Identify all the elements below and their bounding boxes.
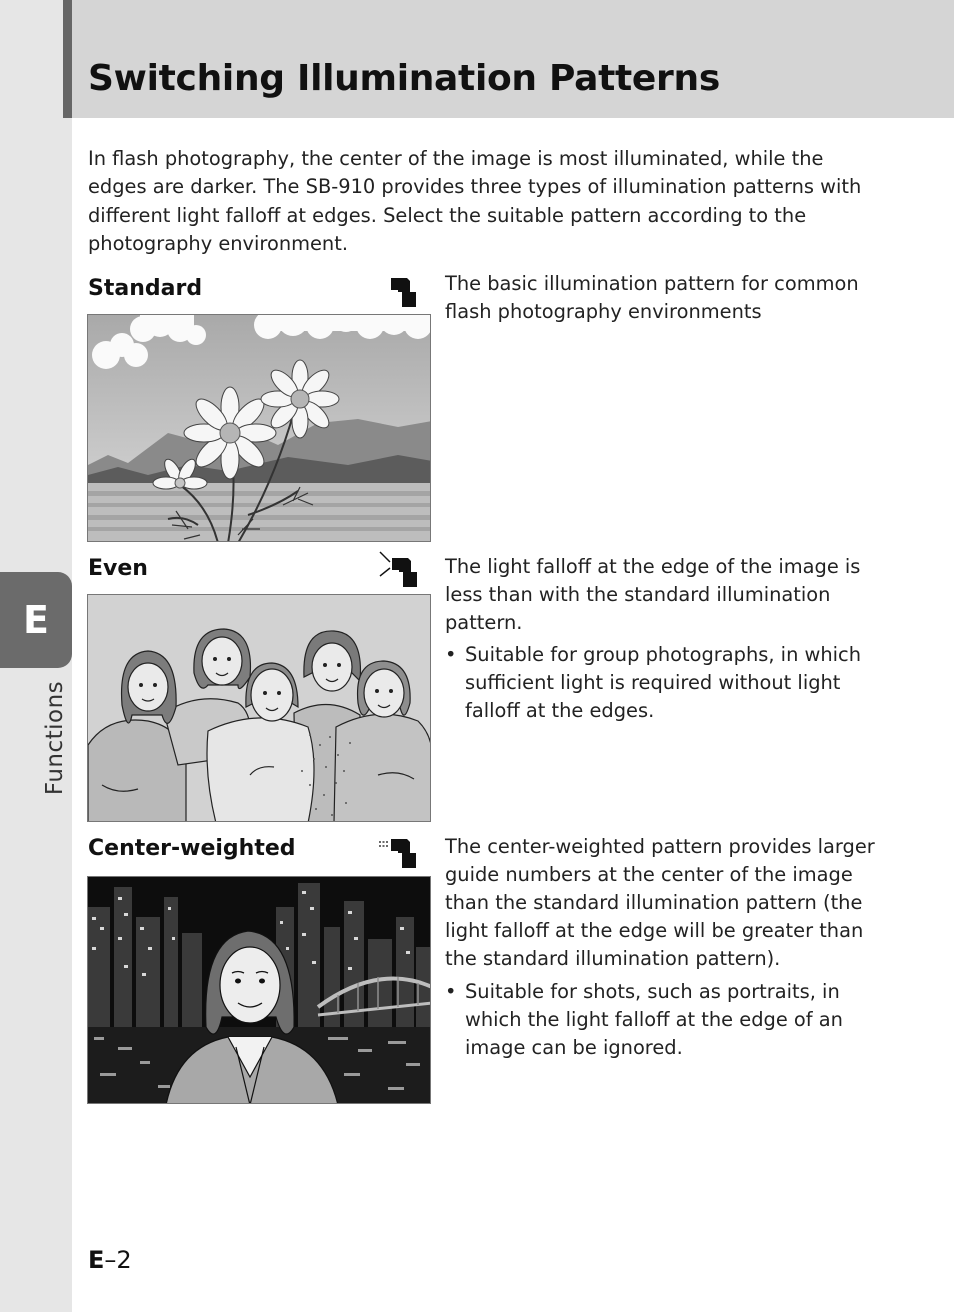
page-number <box>88 1246 132 1274</box>
even-description: The light falloff at the edge of the image is less than with the standard illumination pattern. <box>445 555 861 634</box>
center-weighted-title: Center-weighted <box>88 836 296 861</box>
even-pattern-icon <box>378 550 420 588</box>
bullet-dot: • <box>445 643 457 666</box>
even-title: Even <box>88 556 148 581</box>
standard-description: The basic illumination pattern for common flash photography environments <box>445 272 859 323</box>
standard-title: Standard <box>88 276 203 301</box>
intro-paragraph: In flash photography, the center of the image is most illuminated, while the edges are darker. The SB-910 provides three types of illumination patterns with different light falloff at edges. Select the suitable pattern according to the photography environment. <box>88 147 862 256</box>
section-tab: E <box>0 572 72 668</box>
page-number-rest: –2 <box>104 1246 132 1274</box>
even-bullet-text: Suitable for group photographs, in which sufficient light is required without light falloff at the edges. <box>465 643 862 722</box>
center-weighted-pattern-icon <box>378 838 420 870</box>
section-label: Functions <box>42 680 68 796</box>
page-title: Switching Illumination Patterns <box>88 58 720 99</box>
center-weighted-example-image <box>87 876 431 1104</box>
standard-example-image <box>87 314 431 542</box>
center-weighted-bullet-text: Suitable for shots, such as portraits, in which the light falloff at the edge of an image can be ignored. <box>465 980 843 1059</box>
even-bullet <box>445 641 875 725</box>
standard-pattern-icon <box>386 276 418 308</box>
even-example-image <box>87 594 431 822</box>
header-accent-bar <box>63 0 72 118</box>
bullet-dot: • <box>445 980 457 1003</box>
center-weighted-description: The center-weighted pattern provides larger guide numbers at the center of the image than the standard illumination pattern (the light falloff at the edge will be greater than the standard illumination pattern). <box>445 835 875 970</box>
center-weighted-bullet <box>445 978 875 1062</box>
page-number-letter: E <box>88 1246 105 1274</box>
